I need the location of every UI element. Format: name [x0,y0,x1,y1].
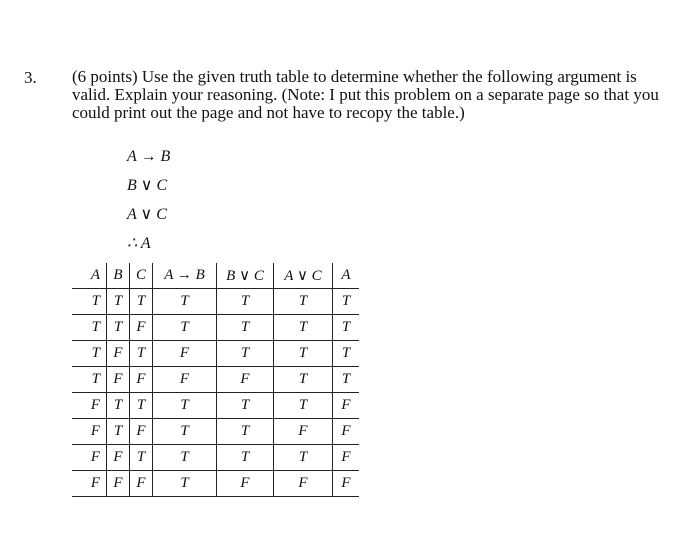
table-cell: F [274,471,333,497]
table-cell: F [153,341,217,367]
table-cell: F [72,471,107,497]
table-cell: F [107,367,130,393]
premise-1: A → B [127,148,171,165]
table-cell: F [217,471,274,497]
problem-number: 3. [24,68,37,87]
column-header: A [333,263,360,289]
table-row [72,445,359,471]
table-row [72,367,359,393]
table-cell: T [72,341,107,367]
table-cell: F [72,393,107,419]
argument [127,148,170,264]
table-row [72,393,359,419]
table-cell: T [274,393,333,419]
premise-3: A ∨ C [127,206,167,223]
table-cell: T [217,445,274,471]
table-cell: T [72,367,107,393]
table-row [72,419,359,445]
table-cell: T [107,289,130,315]
table-cell: F [107,445,130,471]
table-cell: T [130,445,153,471]
column-header: A [72,263,107,289]
table-cell: F [130,367,153,393]
table-cell: T [107,315,130,341]
table-row [72,315,359,341]
table-cell: F [130,471,153,497]
table-row [72,289,359,315]
table-cell: T [217,393,274,419]
table-cell: F [274,419,333,445]
table-cell: T [274,341,333,367]
table-cell: T [153,445,217,471]
table-cell: T [217,341,274,367]
column-header: B ∨ C [217,263,274,289]
table-cell: F [217,367,274,393]
table-cell: F [333,419,360,445]
table-body [72,289,359,497]
table-cell: F [72,419,107,445]
table-cell: T [153,471,217,497]
table-row [72,471,359,497]
table-row [72,341,359,367]
table-cell: T [217,289,274,315]
problem-statement: (6 points) Use the given truth table to determine whether the following argument is valid. Explain your reasoning. (Note: I put this problem on a separate page so that you could print out the page and not have to recopy the table.) [72,67,659,122]
table-header-row [72,263,359,289]
table-cell: T [72,289,107,315]
table-cell: F [130,419,153,445]
table-cell: F [130,315,153,341]
table-cell: T [107,419,130,445]
table-cell: F [153,367,217,393]
table-cell: T [274,367,333,393]
table-cell: T [107,393,130,419]
table-cell: T [274,445,333,471]
table-cell: F [72,445,107,471]
premise-2: B ∨ C [127,177,168,194]
table-cell: T [274,315,333,341]
table-cell: T [130,393,153,419]
table-cell: T [130,341,153,367]
table-cell: F [333,445,360,471]
table-cell: F [107,471,130,497]
table-cell: T [72,315,107,341]
table-cell: T [130,289,153,315]
table-cell: T [153,393,217,419]
table-cell: T [333,367,360,393]
column-header: A → B [153,263,217,289]
table-cell: T [333,341,360,367]
table-cell: T [217,419,274,445]
column-header: B [107,263,130,289]
table-cell: T [333,289,360,315]
table-cell: F [107,341,130,367]
column-header: A ∨ C [274,263,333,289]
truth-table [72,263,359,497]
table-cell: T [153,419,217,445]
table-cell: T [217,315,274,341]
table-cell: T [333,315,360,341]
table-cell: F [333,471,360,497]
table-cell: T [153,315,217,341]
table-cell: T [274,289,333,315]
table-cell: F [333,393,360,419]
conclusion: ∴ A [127,235,151,252]
column-header: C [130,263,153,289]
table-cell: T [153,289,217,315]
